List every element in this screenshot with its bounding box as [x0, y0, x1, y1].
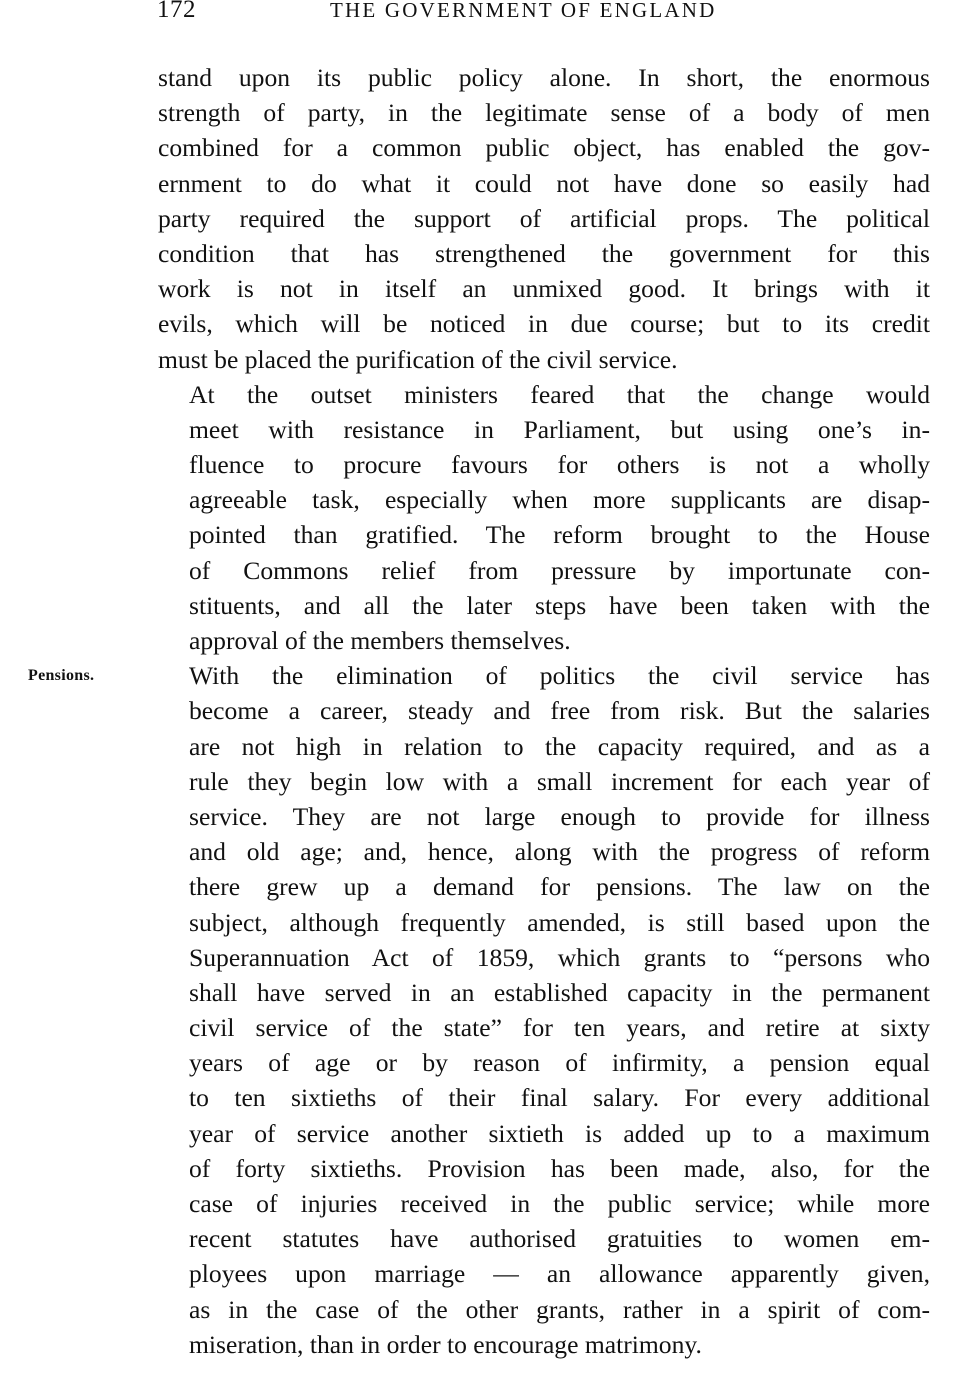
text-line: recent statutes have authorised gratuities to women em- — [189, 1224, 930, 1254]
text-line: condition that has strengthened the government for this — [158, 238, 930, 268]
text-line: subject, although frequently amended, is still based upon the — [189, 907, 930, 937]
body-text — [158, 60, 930, 1362]
text-line: must be placed the purification of the civil service. — [158, 344, 678, 374]
text-line: rule they begin low with a small increment for each year of — [189, 766, 930, 796]
text-line: miseration, than in order to encourage matrimony. — [189, 1329, 702, 1359]
text-line: Superannuation Act of 1859, which grants to “persons who — [189, 942, 930, 972]
text-line: as in the case of the other grants, rather in a spirit of com- — [189, 1294, 930, 1324]
text-line: agreeable task, especially when more supplicants are disap- — [189, 485, 930, 515]
text-line: pointed than gratified. The reform brought to the House — [189, 520, 930, 550]
text-line: there grew up a demand for pensions. The law on the — [189, 872, 930, 902]
paragraph-1 — [158, 60, 930, 377]
text-line: to ten sixtieths of their final salary. For every additional — [189, 1083, 930, 1113]
running-head — [0, 0, 953, 30]
text-line: ernment to do what it could not have done so easily had — [158, 168, 930, 198]
text-line: become a career, steady and free from risk. But the salaries — [189, 696, 930, 726]
text-line: of Commons relief from pressure by importunate con- — [189, 555, 930, 585]
text-line: shall have served in an established capacity in the permanent — [189, 977, 930, 1007]
text-line: fluence to procure favours for others is not a wholly — [189, 450, 930, 480]
text-line: service. They are not large enough to provide for illness — [189, 801, 930, 831]
text-line: meet with resistance in Parliament, but using one’s in- — [189, 414, 930, 444]
text-line: stituents, and all the later steps have been taken with the — [189, 590, 930, 620]
text-line: stand upon its public policy alone. In short, the enormous — [158, 63, 930, 92]
text-line: case of injuries received in the public service; while more — [189, 1189, 930, 1218]
text-line: strength of party, in the legitimate sense of a body of men — [158, 98, 930, 128]
margin-note-pensions: Pensions. — [28, 667, 95, 684]
text-line: At the outset ministers feared that the change would — [189, 379, 930, 409]
text-line: approval of the members themselves. — [189, 626, 571, 655]
text-line: With the elimination of politics the civil service has — [189, 661, 930, 691]
text-line: years of age or by reason of infirmity, a pension equal — [189, 1048, 930, 1078]
text-line: party required the support of artificial props. The political — [158, 203, 930, 233]
running-title: THE GOVERNMENT OF ENGLAND — [330, 0, 717, 22]
paragraph-3-pensions — [158, 658, 930, 1362]
text-line: evils, which will be noticed in due course; but to its credit — [158, 309, 930, 339]
text-line: year of service another sixtieth is added up to a maximum — [189, 1118, 930, 1148]
text-line: ployees upon marriage — an allowance apparently given, — [189, 1259, 930, 1289]
text-line: are not high in relation to the capacity required, and as a — [189, 731, 930, 761]
paragraph-2 — [158, 377, 930, 659]
text-line: of forty sixtieths. Provision has been made, also, for the — [189, 1153, 930, 1183]
text-line: combined for a common public object, has enabled the gov- — [158, 133, 930, 163]
text-line: and old age; and, hence, along with the progress of reform — [189, 837, 930, 867]
text-line: work is not in itself an unmixed good. It brings with it — [158, 274, 930, 304]
page-number: 172 — [157, 0, 196, 23]
text-line: civil service of the state” for ten years, and retire at sixty — [189, 1013, 930, 1043]
